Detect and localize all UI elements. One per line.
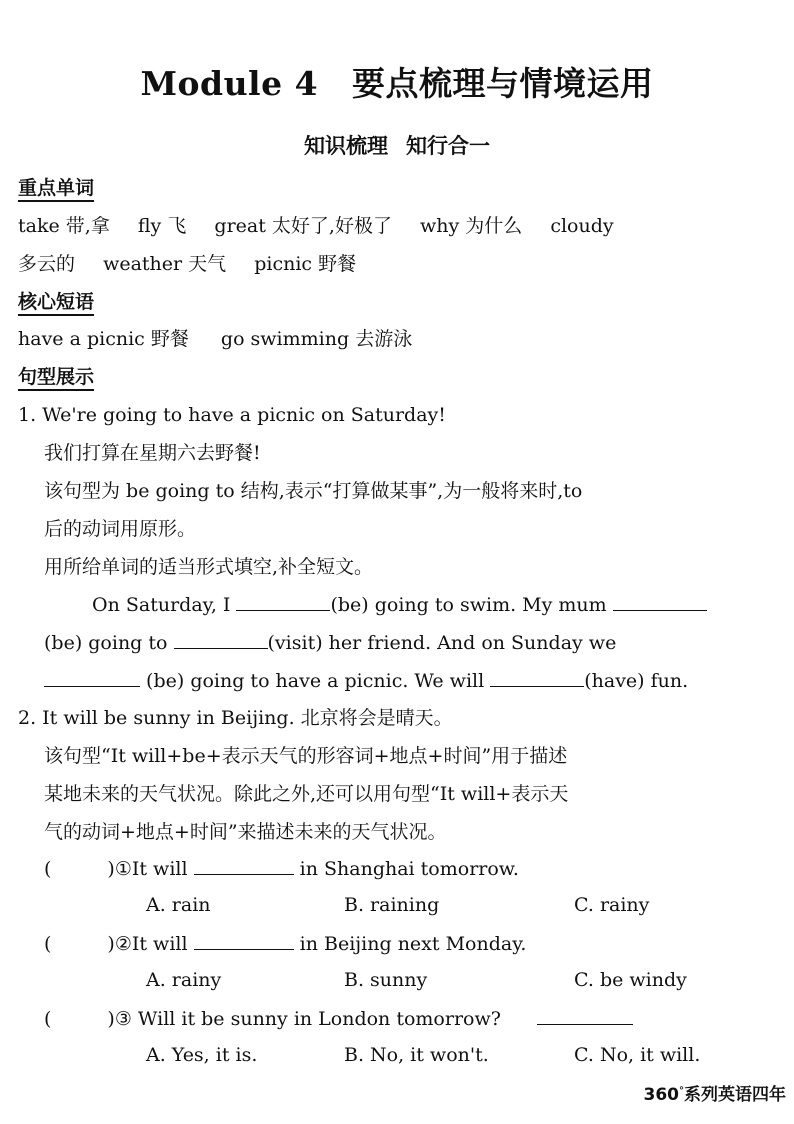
fill-passage-line-1 <box>92 592 707 617</box>
subtitle-left: 知识梳理 <box>304 133 388 158</box>
option-b: B. No, it won't. <box>344 1044 489 1066</box>
item2-note-2: 某地未来的天气状况。除此之外,还可以用句型“It will+表示天 <box>44 783 569 805</box>
passage-text: (have) fun. <box>584 670 689 692</box>
option-a: A. rainy <box>146 969 222 991</box>
option-c: C. rainy <box>574 894 650 916</box>
word-en: weather <box>103 253 183 275</box>
answer-paren-open: ( <box>44 933 52 955</box>
module-label: Module 4 <box>140 64 319 103</box>
sentences-heading: 句型展示 <box>18 366 94 391</box>
passage-text: (be) going to have a picnic. We will <box>146 670 485 692</box>
question-text: ②It will <box>114 933 188 955</box>
option-c: C. be windy <box>574 969 687 991</box>
question-2-options <box>146 968 687 992</box>
question-1 <box>44 856 519 881</box>
answer-paren-open: ( <box>44 858 52 880</box>
word-en: take <box>18 215 60 237</box>
phrase-en: have a picnic <box>18 328 145 350</box>
phrase-en: go swimming <box>220 328 350 350</box>
answer-blank[interactable] <box>490 668 584 687</box>
item2-sentence: 2. It will be sunny in Beijing. 北京将会是晴天。 <box>18 707 453 729</box>
answer-blank[interactable] <box>194 931 294 950</box>
word-zh: 天气 <box>188 253 227 275</box>
option-c: C. No, it will. <box>574 1044 701 1066</box>
topic-label: 要点梳理与情境运用 <box>352 64 654 103</box>
fill-passage-line-2 <box>44 630 616 655</box>
word-zh: 多云的 <box>18 253 76 275</box>
fill-passage-line-3 <box>44 668 688 693</box>
page-footer <box>644 1080 787 1105</box>
option-b: B. sunny <box>344 969 428 991</box>
page-title <box>0 58 794 105</box>
phrases-heading-line <box>18 290 94 314</box>
answer-paren-close: ) <box>107 933 115 955</box>
item2-note-1: 该句型“It will+be+表示天气的形容词+地点+时间”用于描述 <box>44 745 568 767</box>
answer-blank[interactable] <box>613 592 707 611</box>
word-zh: 野餐 <box>318 253 357 275</box>
words-heading-line <box>18 176 94 200</box>
word-zh: 为什么 <box>465 215 523 237</box>
answer-blank[interactable] <box>236 592 330 611</box>
word-zh: 太好了,好极了 <box>271 215 392 237</box>
footer-degree: ° <box>679 1085 684 1097</box>
phrase-zh: 野餐 <box>150 328 189 350</box>
word-en: fly <box>137 215 162 237</box>
word-en: cloudy <box>550 215 614 237</box>
item1-note-2: 后的动词用原形。 <box>44 518 197 540</box>
passage-text: (be) going to swim. My mum <box>330 594 607 616</box>
option-a: A. Yes, it is. <box>146 1044 258 1066</box>
item1-translation: 我们打算在星期六去野餐! <box>44 442 261 464</box>
word-en: picnic <box>254 253 313 275</box>
answer-paren-open: ( <box>44 1008 52 1030</box>
word-zh: 飞 <box>167 215 187 237</box>
words-heading: 重点单词 <box>18 177 94 202</box>
question-1-options <box>146 893 649 917</box>
phrases-heading: 核心短语 <box>18 291 94 316</box>
question-text: in Beijing next Monday. <box>299 933 527 955</box>
passage-text: (visit) her friend. And on Sunday we <box>267 632 617 654</box>
passage-text: On Saturday, I <box>92 594 231 616</box>
answer-paren-close: ) <box>107 858 115 880</box>
passage-text: (be) going to <box>44 632 168 654</box>
word-en: why <box>420 215 460 237</box>
option-a: A. rain <box>146 894 211 916</box>
section-subtitle <box>0 130 794 160</box>
sentences-heading-line <box>18 365 94 389</box>
answer-paren-close: ) <box>107 1008 115 1030</box>
word-zh: 带,拿 <box>65 215 110 237</box>
item1-instruction: 用所给单词的适当形式填空,补全短文。 <box>44 556 374 578</box>
item1-sentence: 1. We're going to have a picnic on Saturday! <box>18 404 446 426</box>
question-2 <box>44 931 526 956</box>
phrases-line <box>18 327 412 351</box>
question-text: ③ Will it be sunny in London tomorrow? <box>114 1008 501 1030</box>
question-text: in Shanghai tomorrow. <box>299 858 519 880</box>
answer-blank[interactable] <box>537 1006 633 1025</box>
answer-blank[interactable] <box>174 630 268 649</box>
question-3 <box>44 1006 633 1031</box>
answer-blank[interactable] <box>44 668 140 687</box>
question-text: ①It will <box>114 858 188 880</box>
subtitle-right: 知行合一 <box>406 133 490 158</box>
words-line-1 <box>18 214 614 238</box>
footer-number: 360 <box>643 1085 679 1105</box>
item2-note-3: 气的动词+地点+时间”来描述未来的天气状况。 <box>44 821 447 843</box>
footer-text: 系列英语四年 <box>684 1085 786 1105</box>
words-line-2 <box>18 252 356 276</box>
option-b: B. raining <box>344 894 440 916</box>
item1-note-1: 该句型为 be going to 结构,表示“打算做某事”,为一般将来时,to <box>44 480 583 502</box>
word-en: great <box>214 215 266 237</box>
phrase-zh: 去游泳 <box>355 328 413 350</box>
answer-blank[interactable] <box>194 856 294 875</box>
question-3-options <box>146 1043 700 1067</box>
